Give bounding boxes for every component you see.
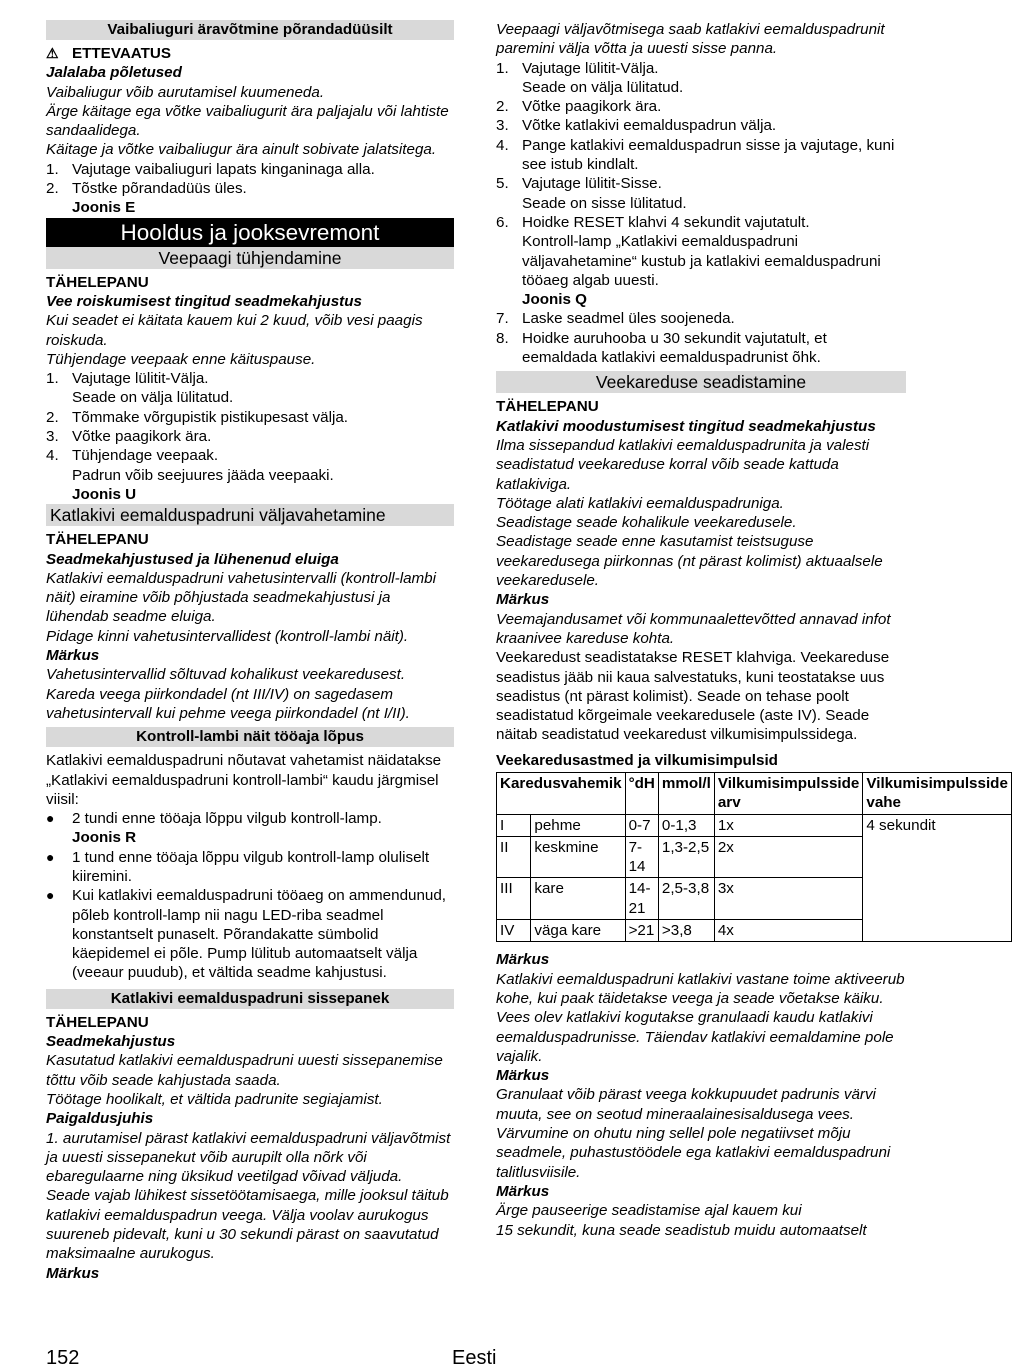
table-header: Vilkumisimpulsside arv: [714, 772, 863, 814]
chapter-title: Hooldus ja jooksevremont: [46, 218, 454, 247]
cartridge-step-result: Seade on sisse lülitatud.: [522, 194, 687, 212]
page-number: 152: [46, 1347, 80, 1369]
cartridge-step: 3. Võtke katlakivi eemalduspadrun välja.: [496, 117, 777, 135]
notice-line: Seadistage seade kohalikule veekaredusele.: [496, 514, 797, 532]
note-label: Märkus: [46, 1264, 100, 1282]
notice-label: TÄHELEPANU: [496, 398, 599, 416]
right-column: [496, 20, 1008, 1240]
note-label: Märkus: [496, 951, 550, 969]
caution-label: ⚠ ETTEVAATUS: [46, 45, 171, 62]
heading-tank: Veepaagi tühjendamine: [46, 247, 454, 269]
figure-ref: Joonis U: [72, 485, 137, 503]
heading-cartridge-replacement: Katlakivi eemalduspadruni väljavahetamine: [46, 504, 454, 526]
note-text: Granulaat võib pärast veega kokkupuudet padrunis värvi muuta, see on seotud mineraalainesisaldusega vees. Värvumine on ohutu ning sellel pole negatiivset mõju seadmele, puhastustöödele ega katlakivi eemalduspadruni talitlusviisile.: [496, 1086, 891, 1181]
table-cell: 2x: [714, 836, 863, 878]
note-text: Katlakivi eemalduspadruni katlakivi vastane toime aktiveerub kohe, kui paak täidetakse veega ja seade võetakse käiku. Vees olev katlakivi kogutakse granulaadi kaudu katlakivi eemalduspadrunisse. Täiendav katlakivi eemaldamine pole vajalik.: [496, 970, 905, 1065]
table-cell: 0-1,3: [658, 814, 714, 836]
table-cell: >3,8: [658, 920, 714, 942]
cartridge-step: 2. Võtke paagikork ära.: [496, 98, 662, 116]
notice-title: Seadmekahjustus: [46, 1033, 176, 1051]
tank-step: 2. Tõmmake võrgupistik pistikupesast välja.: [46, 408, 349, 426]
notice-label: TÄHELEPANU: [46, 1013, 149, 1031]
cartridge-step-result: Seade on välja lülitatud.: [522, 78, 684, 96]
heading-control-lamp: Kontroll-lambi näit tööaja lõpus: [46, 727, 454, 747]
tank-step-result: Seade on välja lülitatud.: [72, 389, 234, 407]
heading-water-hardness: Veekareduse seadistamine: [496, 371, 906, 393]
hardness-table: [496, 772, 1012, 942]
lamp-bullet: ● 1 tund enne tööaja lõppu vilgub kontroll-lamp oluliselt kiiremini.: [46, 848, 430, 885]
notice-line: Tühjendage veepaak enne käituspause.: [46, 350, 316, 368]
notice-line: Katlakivi eemalduspadruni vahetusintervalli (kontroll-lambi näit) eiramine võib põhjustada seadmekahjustusi ja lühendab seadme eluiga.: [46, 569, 436, 626]
table-cell: 1,3-2,5: [658, 836, 714, 878]
table-header: mmol/l: [658, 772, 714, 814]
tank-step: 4. Tühjendage veepaak.: [46, 447, 219, 465]
table-cell: väga kare: [531, 920, 625, 942]
table-row: [497, 814, 1012, 836]
table-body: [497, 814, 1012, 942]
table-cell: 0-7: [625, 814, 658, 836]
table-cell: IV: [497, 920, 531, 942]
figure-ref: Joonis E: [72, 199, 136, 217]
cartridge-step: 6. Hoidke RESET klahvi 4 sekundit vajutatult.: [496, 213, 810, 231]
continued-text: Veepaagi väljavõtmisega saab katlakivi eemalduspadrunit paremini välja võtta ja uuesti sisse panna.: [496, 21, 885, 58]
burn-title: Jalalaba põletused: [46, 64, 182, 82]
table-cell-gap: 4 sekundit: [863, 814, 1012, 942]
note-line: Kareda veega piirkondadel (nt III/IV) on sagedasem vahetusintervall kui pehme veega piirkondadel (nt I/II).: [46, 685, 410, 722]
notice-title: Seadmekahjustused ja lühenenud eluiga: [46, 550, 339, 568]
table-cell: 7-14: [625, 836, 658, 878]
table-cell: kare: [531, 878, 625, 920]
table-header-row: [497, 772, 1012, 814]
table-cell: II: [497, 836, 531, 878]
notice-title: Katlakivi moodustumisest tingitud seadmekahjustus: [496, 417, 876, 435]
note-label: Märkus: [496, 1182, 550, 1200]
cartridge-steps: [496, 59, 906, 368]
heading-cartridge-insert: Katlakivi eemalduspadruni sissepanek: [46, 989, 454, 1009]
notice-label: TÄHELEPANU: [46, 273, 149, 291]
notice-label: TÄHELEPANU: [46, 531, 149, 549]
notice-line: Töötage hoolikalt, et vältida padrunite segiajamist.: [46, 1090, 383, 1108]
table-cell: 1x: [714, 814, 863, 836]
note-label: Märkus: [496, 1067, 550, 1085]
notice-title: Vee roiskumisest tingitud seadmekahjustus: [46, 292, 362, 310]
notice-line: Kasutatud katlakivi eemalduspadruni uuesti sissepanemise tõttu võib seade kahjustada saada.: [46, 1052, 443, 1089]
note-line: Vahetusintervallid sõltuvad kohalikust veekaredusest.: [46, 666, 406, 684]
tank-step: 1. Vajutage lülitit-Välja.: [46, 370, 209, 388]
warning-triangle-icon: ⚠: [46, 45, 59, 61]
notice-line: Ilma sissepandud katlakivi eemalduspadrunita ja valesti seadistatud veekareduse korral võib seade kattuda katlakiviga.: [496, 436, 870, 493]
carpet-step: 2. Tõstke põrandadüüs üles.: [46, 180, 247, 198]
cartridge-step: 4. Pange katlakivi eemalduspadrun sisse ja vajutage, kuni see istub kindlalt.: [496, 136, 895, 174]
burn-line: Vaibaliugur võib aurutamisel kuumeneda.: [46, 83, 325, 101]
notice-line: Töötage alati katlakivi eemalduspadruniga.: [496, 494, 784, 512]
burn-line: Käitage ja võtke vaibaliugur ära ainult sobivate jalatsitega.: [46, 141, 437, 159]
carpet-step: 1. Vajutage vaibaliuguri lapats kinganinaga alla.: [46, 160, 375, 178]
heading-carpet-removal: Vaibaliuguri äravõtmine põrandadüüsilt: [46, 20, 454, 40]
table-header: Karedusvahemik: [497, 772, 626, 814]
cartridge-step: 1. Vajutage lülitit-Välja.: [496, 59, 659, 77]
table-cell: 4x: [714, 920, 863, 942]
guide-line: 1. aurutamisel pärast katlakivi eemalduspadruni väljavõtmist ja uuesti sissepanekut võib aurupilt olla nõrk või ebaregulaarne ning üksikud veetilgad võivad väljuda.: [46, 1129, 451, 1186]
language-label: Eesti: [452, 1347, 497, 1369]
note-label: Märkus: [496, 591, 550, 609]
burn-line: Ärge käitage ega võtke vaibaliugurit ära paljajalu või lahtiste sandaalidega.: [46, 102, 449, 140]
figure-ref: Joonis R: [72, 829, 137, 847]
table-cell: 14-21: [625, 878, 658, 920]
tank-step-result: Padrun võib seejuures jääda veepaaki.: [72, 466, 334, 484]
table-cell: I: [497, 814, 531, 836]
figure-ref: Joonis Q: [522, 291, 587, 309]
guide-title: Paigaldusjuhis: [46, 1110, 154, 1128]
lamp-bullet: ● 2 tundi enne tööaja lõppu vilgub kontroll-lamp.: [46, 810, 382, 828]
cartridge-step: 8. Hoidke auruhooba u 30 sekundit vajutatult, et eemaldada katlakivi eemalduspadrunist õhk.: [496, 329, 827, 367]
table-header: Vilkumisimpulsside vahe: [863, 772, 1012, 814]
table-cell: >21: [625, 920, 658, 942]
cartridge-step: 7. Laske seadmel üles soojeneda.: [496, 310, 735, 328]
guide-line: Seade vajab lühikest sissetöötamisaega, mille jooksul täitub katlakivi eemalduspadrun veega. Välja voolav aurukogus suureneb pidevalt, kuni u 30 sekundi pärast on saavutatud maksimaalne aurukogus.: [46, 1187, 449, 1263]
cartridge-step-result: Kontroll-lamp „Katlakivi eemalduspadruni väljavahetamine“ kustub ja katlakivi eemalduspadruni tööaeg algab uuesti.: [522, 233, 881, 289]
note-text: 15 sekundit, kuna seade seadistub muidu automaatselt: [496, 1221, 867, 1239]
note-text: Ärge pauseerige seadistamise ajal kauem kui: [496, 1202, 802, 1220]
table-cell: III: [497, 878, 531, 920]
left-column: [46, 20, 454, 1283]
tank-step: 3. Võtke paagikork ära.: [46, 428, 212, 446]
table-title: Veekaredusastmed ja vilkumisimpulsid: [496, 751, 778, 769]
notice-line: Seadistage seade enne kasutamist teistsuguse veekaredusega piirkonnas (nt pärast kolimist) aktuaalsele veekaredusele.: [496, 533, 883, 590]
table-cell: 3x: [714, 878, 863, 920]
hardness-body: Veekaredust seadistatakse RESET klahviga. Veekareduse seadistus jääb nii kaua salvestatuks, kuni teostatakse uus seadistus (nt pärast kolimist). Seade on tehase poolt seadistatud kõrgeimale veekaredusele (aste IV). Seade näitab seadistatud veekaredust vilkumisimpulssidega.: [496, 649, 890, 744]
note-label: Märkus: [46, 647, 100, 665]
lamp-bullet: ● Kui katlakivi eemalduspadruni tööaeg on ammendunud, põleb kontroll-lamp nii nagu LED-riba seadmel konstantselt punaselt. Põrandakatte sümbolid käepidemel ei põle. Pump lülitub automaatselt välja (veeaur puudub), et vältida seadme kahjustusi.: [46, 887, 447, 982]
table-header: °dH: [625, 772, 658, 814]
table-cell: 2,5-3,8: [658, 878, 714, 920]
cartridge-step: 5. Vajutage lülitit-Sisse.: [496, 175, 662, 193]
notice-line: Kui seadet ei käitata kauem kui 2 kuud, võib vesi paagis roiskuda.: [46, 312, 423, 349]
table-cell: keskmine: [531, 836, 625, 878]
lamp-intro: Katlakivi eemalduspadruni nõutavat vahetamist näidatakse „Katlakivi eemalduspadruni kontroll-lambi“ kaudu järgmisel viisil:: [46, 752, 442, 808]
note-line: Veemajandusamet või kommunaalettevõtted annavad infot kraanivee kareduse kohta.: [496, 610, 891, 647]
table-cell: pehme: [531, 814, 625, 836]
notice-line: Pidage kinni vahetusintervallidest (kontroll-lambi näit).: [46, 627, 409, 645]
